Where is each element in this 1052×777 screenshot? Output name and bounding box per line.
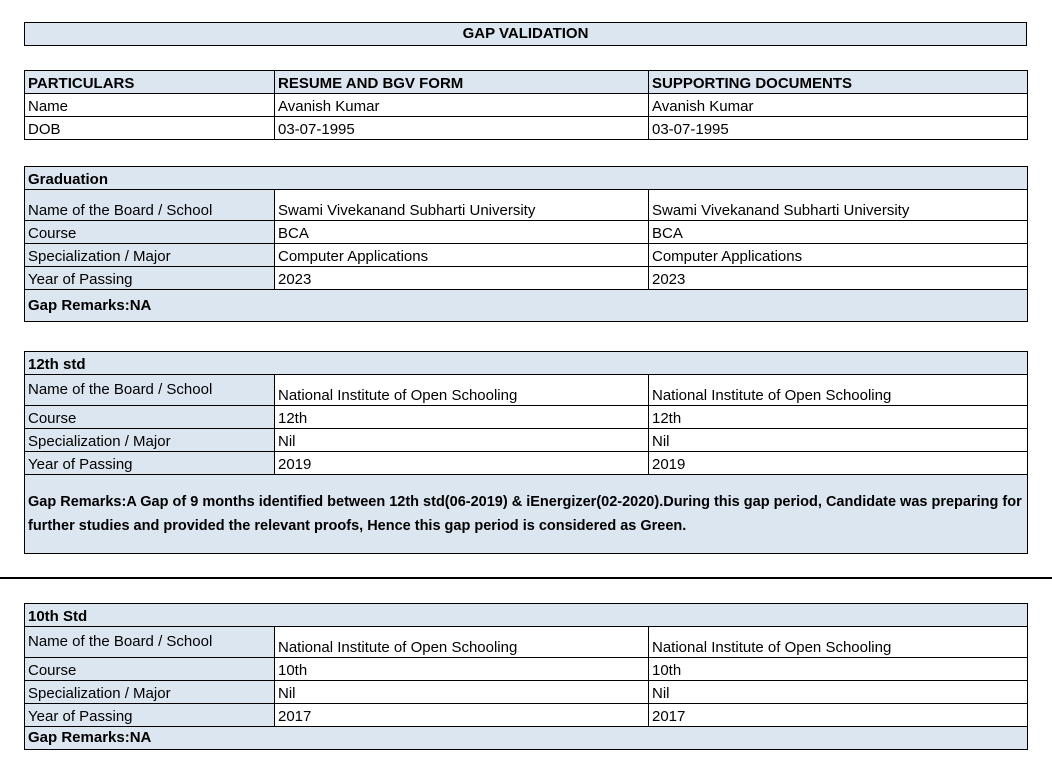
document-value: BCA — [649, 221, 1028, 244]
twelfth-table — [24, 351, 1028, 554]
document-value: 2019 — [649, 452, 1028, 475]
resume-value: Swami Vivekanand Subharti University — [275, 190, 649, 221]
document-value: 12th — [649, 406, 1028, 429]
document-value: National Institute of Open Schooling — [649, 627, 1028, 658]
row-label: Specialization / Major — [25, 681, 275, 704]
table-row — [25, 429, 1028, 452]
section-heading: 12th std — [25, 352, 1028, 375]
resume-value: Nil — [275, 681, 649, 704]
resume-value: 2019 — [275, 452, 649, 475]
row-label: Specialization / Major — [25, 244, 275, 267]
row-label: Name of the Board / School — [25, 375, 275, 406]
table-row — [25, 704, 1028, 727]
table-row — [25, 94, 1028, 117]
document-value: Nil — [649, 681, 1028, 704]
table-row — [25, 452, 1028, 475]
gap-remarks: Gap Remarks:A Gap of 9 months identified between 12th std(06-2019) & iEnergizer(02-2020).During this gap period, Candidate was preparing for further studies and provided the relevant proofs, Hence this gap period is considered as Green. — [25, 475, 1028, 554]
row-label: Course — [25, 658, 275, 681]
page-title: GAP VALIDATION — [25, 23, 1027, 46]
row-label: Course — [25, 221, 275, 244]
page-divider — [0, 577, 1052, 579]
table-row — [25, 681, 1028, 704]
resume-value: Avanish Kumar — [275, 94, 649, 117]
table-row — [25, 406, 1028, 429]
document-value: Computer Applications — [649, 244, 1028, 267]
row-label: Year of Passing — [25, 452, 275, 475]
title-table — [24, 22, 1027, 46]
row-label: Name of the Board / School — [25, 627, 275, 658]
table-row — [25, 190, 1028, 221]
document-value: Avanish Kumar — [649, 94, 1028, 117]
document-value: 2017 — [649, 704, 1028, 727]
resume-value: BCA — [275, 221, 649, 244]
section-heading: 10th Std — [25, 604, 1028, 627]
section-heading: Graduation — [25, 167, 1028, 190]
header-row — [25, 71, 1028, 94]
document-value: Nil — [649, 429, 1028, 452]
document-value: 03-07-1995 — [649, 117, 1028, 140]
document-value: 2023 — [649, 267, 1028, 290]
row-label: DOB — [25, 117, 275, 140]
header-documents: SUPPORTING DOCUMENTS — [649, 71, 1028, 94]
document-value: Swami Vivekanand Subharti University — [649, 190, 1028, 221]
row-label: Name — [25, 94, 275, 117]
table-row — [25, 117, 1028, 140]
header-particulars: PARTICULARS — [25, 71, 275, 94]
graduation-table — [24, 166, 1028, 322]
row-label: Course — [25, 406, 275, 429]
personal-table — [24, 70, 1028, 140]
resume-value: 12th — [275, 406, 649, 429]
table-row — [25, 221, 1028, 244]
resume-value: 10th — [275, 658, 649, 681]
resume-value: 03-07-1995 — [275, 117, 649, 140]
table-row — [25, 267, 1028, 290]
header-resume: RESUME AND BGV FORM — [275, 71, 649, 94]
resume-value: Computer Applications — [275, 244, 649, 267]
resume-value: 2023 — [275, 267, 649, 290]
document-value: 10th — [649, 658, 1028, 681]
row-label: Name of the Board / School — [25, 190, 275, 221]
resume-value: National Institute of Open Schooling — [275, 375, 649, 406]
row-label: Year of Passing — [25, 267, 275, 290]
resume-value: Nil — [275, 429, 649, 452]
row-label: Specialization / Major — [25, 429, 275, 452]
table-row — [25, 627, 1028, 658]
resume-value: 2017 — [275, 704, 649, 727]
tenth-table — [24, 603, 1028, 750]
table-row — [25, 658, 1028, 681]
gap-remarks: Gap Remarks:NA — [25, 290, 1028, 322]
table-row — [25, 375, 1028, 406]
table-row — [25, 244, 1028, 267]
gap-remarks: Gap Remarks:NA — [25, 727, 1028, 750]
row-label: Year of Passing — [25, 704, 275, 727]
document-value: National Institute of Open Schooling — [649, 375, 1028, 406]
resume-value: National Institute of Open Schooling — [275, 627, 649, 658]
